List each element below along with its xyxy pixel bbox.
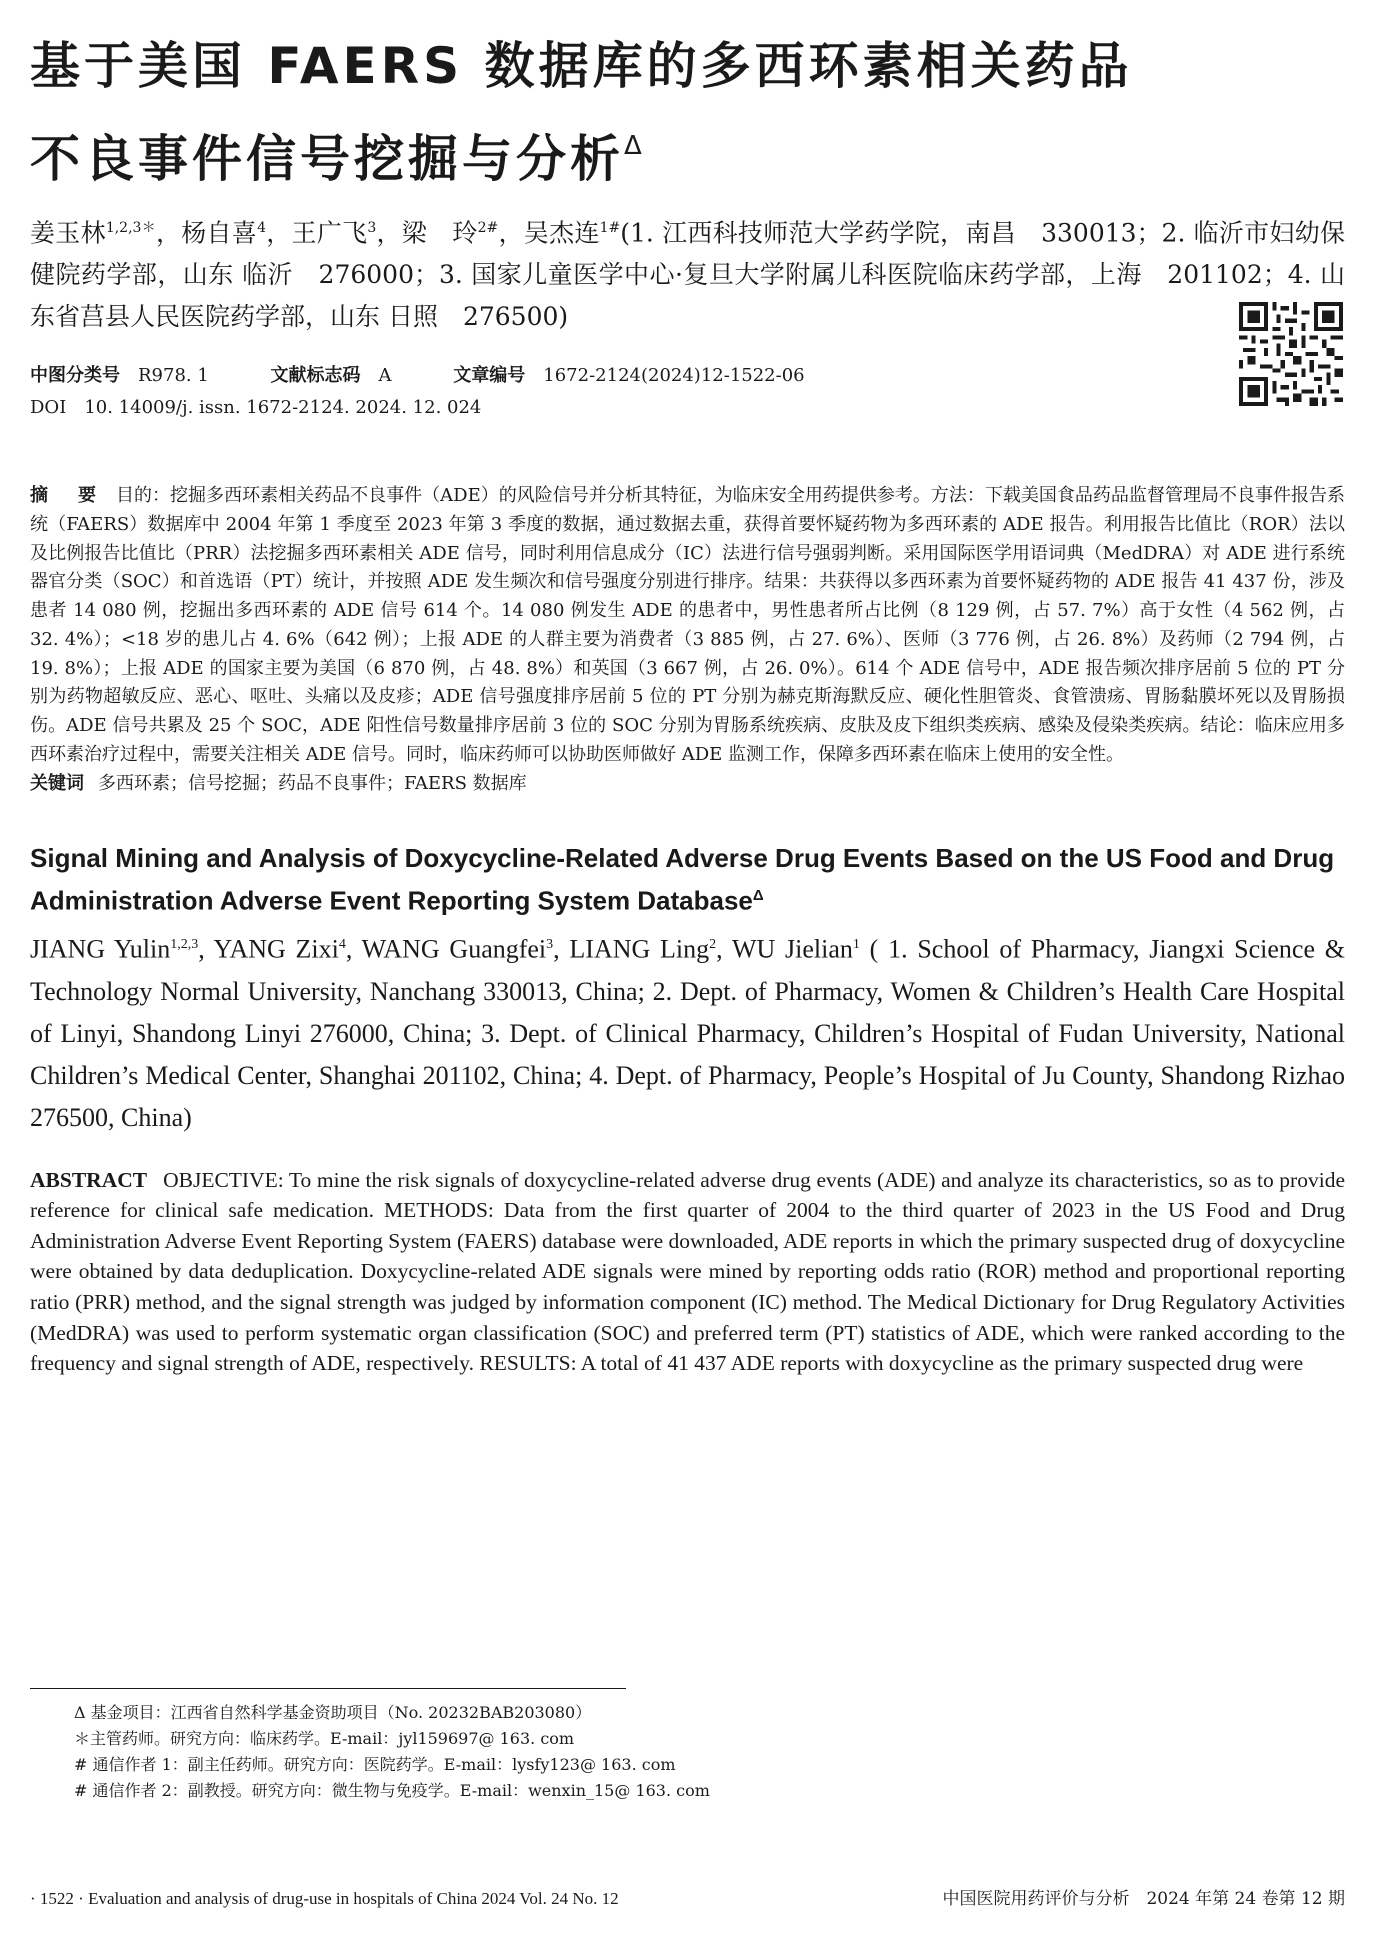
footnote-fund: Δ 基金项目：江西省自然科学基金资助项目（No. 20232BAB203080）	[74, 1703, 592, 1722]
author-name: , YANG Zixi	[198, 934, 339, 964]
chinese-affiliations: (1. 江西科技师范大学药学院，南昌 330013；2. 临沂市妇幼保健院药学部，山东 临沂 276000；3. 国家儿童医学中心·复旦大学附属儿科医院临床药学部，上海 201102；4. 山东省莒县人民医院药学部，山东 日照 276500)	[30, 218, 1345, 332]
english-title	[30, 839, 1345, 920]
author-sup: 1,2,3	[170, 937, 199, 953]
english-fund-mark: Δ	[752, 887, 764, 905]
chinese-abstract-text: 目的：挖掘多西环素相关药品不良事件（ADE）的风险信号并分析其特征，为临床安全用药提供参考。方法：下载美国食品药品监督管理局不良事件报告系统（FAERS）数据库中 2004 年第 1 季度至 2023 年第 3 季度的数据，通过数据去重，获得首要怀疑药物为多西环素的 ADE 报告。利用报告比值比（ROR）法以及比例报告比值比（PRR）法挖掘多西环素相关 ADE 信号，同时利用信息成分（IC）法进行信号强弱判断。采用国际医学用语词典（MedDRA）对 ADE 进行系统器官分类（SOC）和首选语（PT）统计，并按照 ADE 发生频次和信号强度分别进行排序。结果：共获得以多西环素为首要怀疑药物的 ADE 报告 41 437 份，涉及患者 14 080 例，挖掘出多西环素的 ADE 信号 614 个。14 080 例发生 ADE 的患者中，男性患者所占比例（8 129 例，占 57. 7%）高于女性（4 562 例，占 32. 4%）；<18 岁的患儿占 4. 6%（642 例）；上报 ADE 的人群主要为消费者（3 885 例，占 27. 6%）、医师（3 776 例，占 26. 8%）及药师（2 794 例，占 19. 8%）；上报 ADE 的国家主要为美国（6 870 例，占 48. 8%）和英国（3 667 例，占 26. 0%）。614 个 ADE 信号中，ADE 报告频次排序居前 5 位的 PT 分别为药物超敏反应、恶心、呕吐、头痛以及皮疹；ADE 信号强度排序居前 5 位的 PT 分别为赫克斯海默反应、硬化性胆管炎、食管溃疡、胃肠黏膜坏死以及胃肠损伤。ADE 信号共累及 25 个 SOC，ADE 阳性信号数量排序居前 3 位的 SOC 分别为胃肠系统疾病、皮肤及皮下组织类疾病、感染及侵染类疾病。结论：临床应用多西环素治疗过程中，需要关注相关 ADE 信号。同时，临床药师可以协助医师做好 ADE 监测工作，保障多西环素在临床上使用的安全性。	[30, 485, 1345, 765]
clc-value: R978. 1	[138, 365, 209, 387]
doc-code-label: 文献标志码	[270, 365, 361, 387]
article-metadata	[30, 360, 1345, 446]
english-abstract-label: ABSTRACT	[30, 1167, 148, 1192]
chinese-title-line-2	[30, 106, 1345, 199]
chinese-authors	[30, 207, 1345, 338]
author-name: ，杨自喜	[155, 218, 258, 248]
footnote-corresponding-1: # 通信作者 1：副主任药师。研究方向：医院药学。E-mail：lysfy123@ 163. com	[74, 1755, 676, 1774]
doi-row	[30, 392, 1345, 424]
author-name: ，梁 玲	[376, 218, 478, 248]
article-number-label: 文章编号	[453, 365, 526, 387]
english-authors	[30, 924, 1345, 1139]
page-footer	[30, 1887, 1345, 1911]
english-affiliations: ( 1. School of Pharmacy, Jiangxi Science & Technology Normal University, Nanchang 330013, China; 2. Dept. of Pharmacy, Women & Children’s Health Care Hospital of Linyi, Shandong Linyi 276000, China; 3. Dept. of Clinical Pharmacy, Children’s Hospital of Fudan University, National Children’s Medical Center, Shanghai 201102, China; 4. Dept. of Pharmacy, People’s Hospital of Ju County, Shandong Rizhao 276500, China)	[30, 934, 1345, 1132]
footnote-divider	[30, 1688, 626, 1689]
qr-code-icon	[1239, 302, 1343, 406]
doi-label: DOI	[30, 397, 67, 419]
chinese-keywords	[30, 769, 1345, 799]
clc-label: 中图分类号	[30, 365, 120, 387]
author-sup: 3	[546, 937, 554, 953]
chinese-title-line-1: 基于美国 FAERS 数据库的多西环素相关药品	[30, 37, 1133, 95]
chinese-title	[30, 26, 1345, 199]
author-sup: 1	[852, 937, 860, 953]
english-title-text: Signal Mining and Analysis of Doxycycline-Related Adverse Drug Events Based on the US Food and Drug Administration Adverse Event Reporting System Database	[30, 843, 1335, 917]
author-sup: 1#	[599, 220, 621, 236]
doc-code-value: A	[378, 365, 392, 387]
fund-mark: Δ	[624, 131, 646, 161]
article-number-value: 1672-2124(2024)12-1522-06	[543, 365, 805, 387]
author-name: JIANG Yulin	[30, 934, 171, 964]
author-name: 姜玉林	[30, 218, 106, 248]
footnote-first-author: ＊主管药师。研究方向：临床药学。E-mail：jyl159697@ 163. com	[74, 1729, 575, 1748]
author-name: , LIANG Ling	[553, 934, 710, 964]
author-name: , WANG Guangfei	[345, 934, 547, 964]
keywords-label: 关键词	[30, 773, 84, 795]
author-name: ，王广飞	[265, 218, 368, 248]
chinese-abstract-label: 摘 要	[30, 485, 103, 507]
chinese-abstract	[30, 482, 1345, 769]
keywords-text: 多西环素；信号挖掘；药品不良事件；FAERS 数据库	[98, 773, 527, 795]
author-name: , WU Jielian	[716, 934, 853, 964]
footnote-corresponding-2: # 通信作者 2：副教授。研究方向：微生物与免疫学。E-mail：wenxin_15@ 163. com	[74, 1781, 710, 1800]
chinese-title-line-2-text: 不良事件信号挖掘与分析	[30, 130, 624, 188]
author-sup: 1,2,3＊	[105, 220, 156, 236]
author-sup: 4	[338, 937, 346, 953]
english-abstract-text: OBJECTIVE: To mine the risk signals of doxycycline-related adverse drug events (ADE) and analyze its characteristics, so as to provide reference for clinical safe medication. METHODS: Data from the first quarter of 2004 to the third quarter of 2023 in the US Food and Drug Administration Adverse Event Reporting System (FAERS) database were downloaded, ADE reports in which the primary suspected drug of doxycycline were obtained by data deduplication. Doxycycline-related ADE signals were mined by reporting odds ratio (ROR) method and proportional reporting ratio (PRR) method, and the signal strength was judged by information component (IC) method. The Medical Dictionary for Drug Regulatory Activities (MedDRA) was used to perform systematic organ classification (SOC) and preferred term (PT) statistics of ADE, which were ranked according to the frequency and signal strength of ADE, respectively. RESULTS: A total of 41 437 ADE reports with doxycycline as the primary suspected drug were	[30, 1167, 1345, 1376]
footer-journal-english: · 1522 · Evaluation and analysis of drug-use in hospitals of China 2024 Vol. 24 No. 12	[30, 1889, 619, 1908]
author-name: ，吴杰连	[498, 218, 600, 248]
author-sup: 2#	[477, 220, 499, 236]
classification-row	[30, 360, 1345, 392]
footer-journal-chinese: 中国医院用药评价与分析 2024 年第 24 卷第 12 期	[942, 1889, 1345, 1909]
english-abstract	[30, 1165, 1345, 1379]
author-sup: 4	[257, 220, 266, 236]
author-sup: 3	[367, 220, 377, 236]
author-sup: 2	[709, 937, 717, 953]
footnotes	[74, 1700, 710, 1804]
doi-value[interactable]: 10. 14009/j. issn. 1672-2124. 2024. 12. 024	[84, 397, 482, 419]
